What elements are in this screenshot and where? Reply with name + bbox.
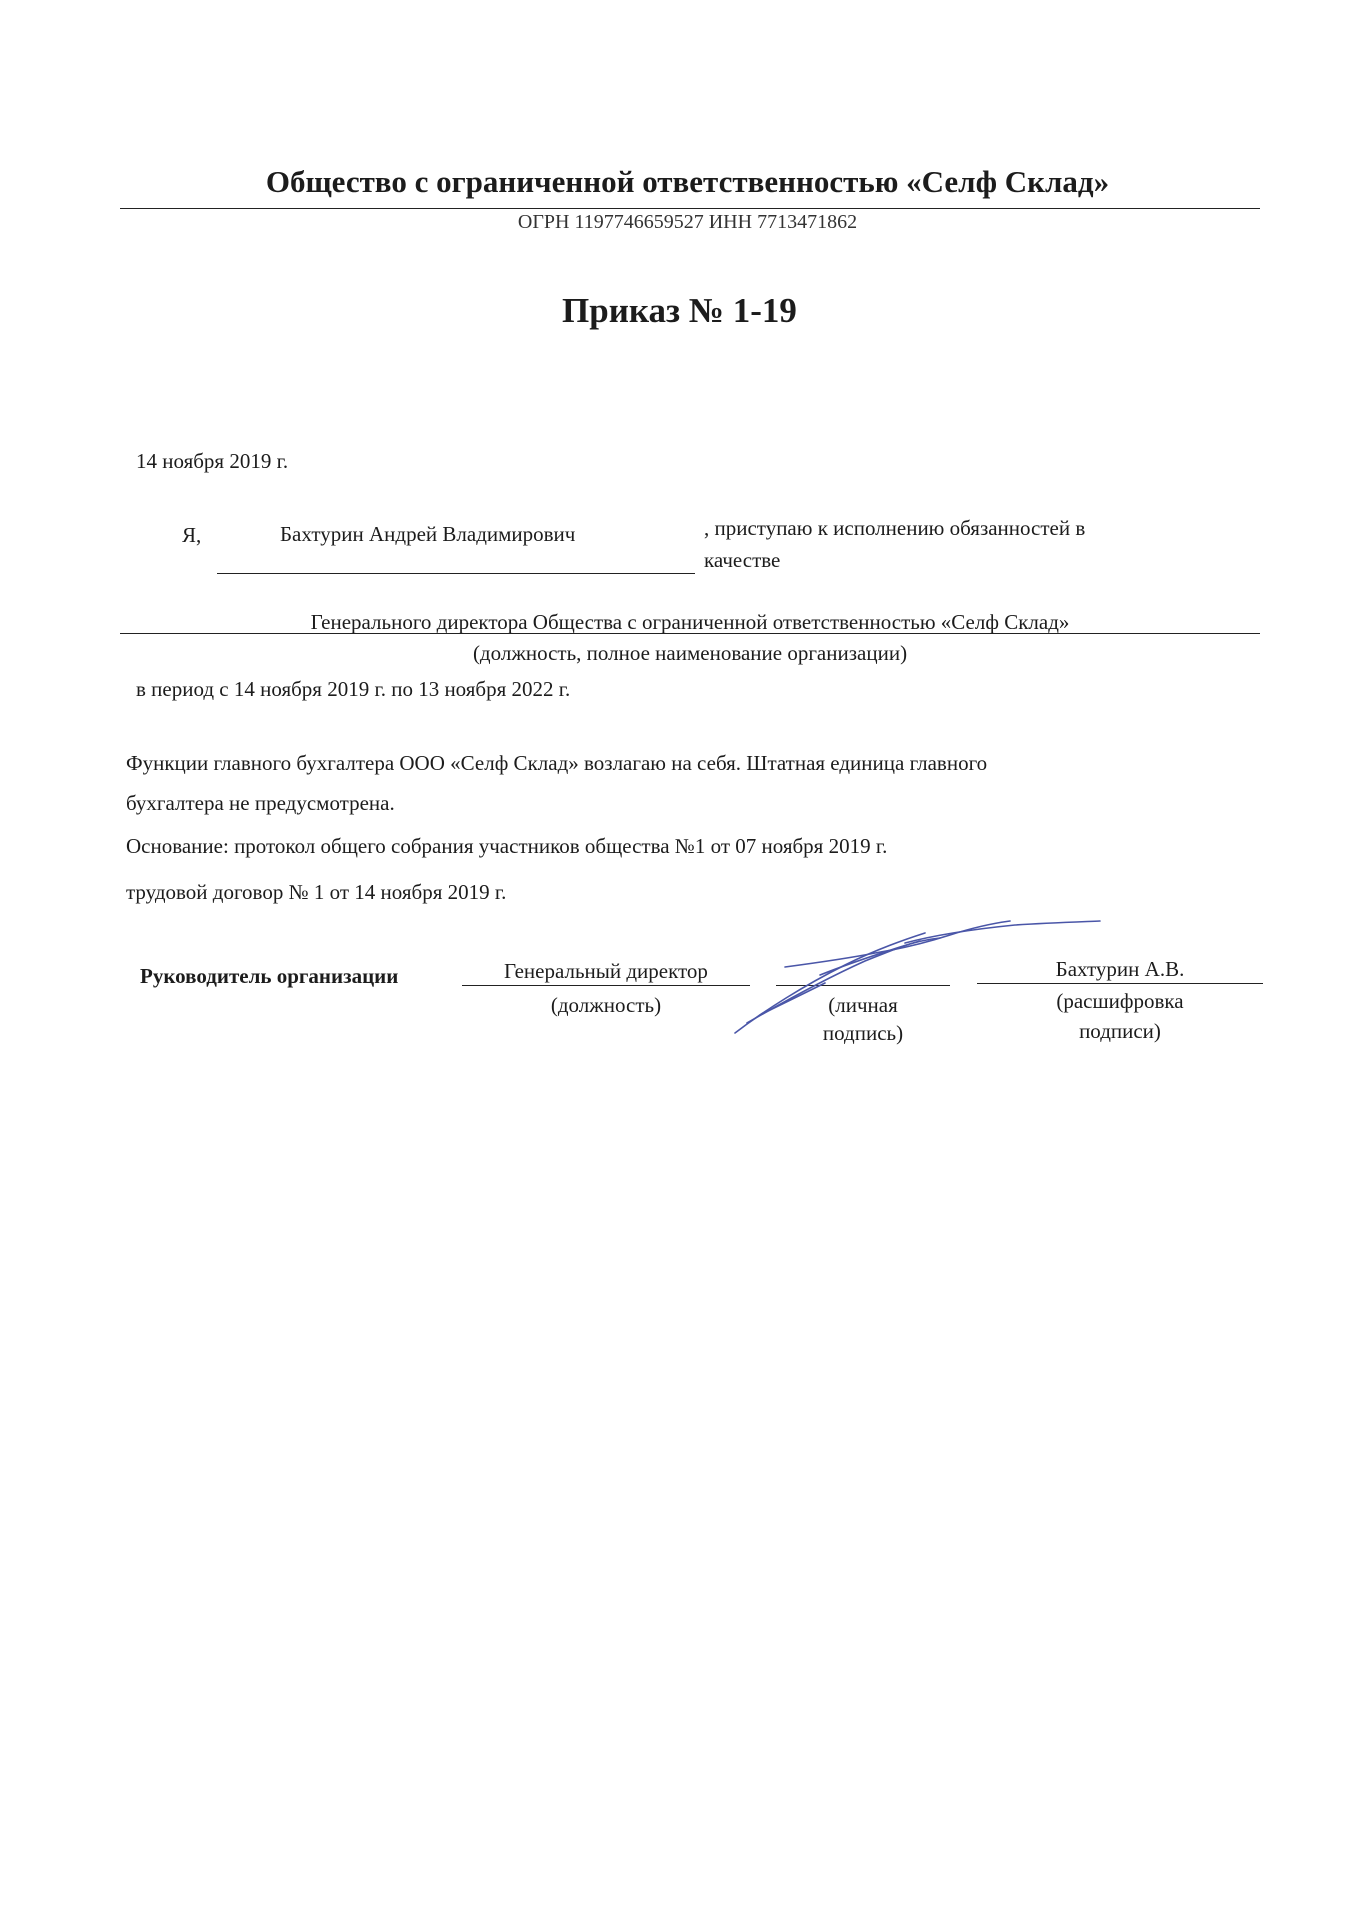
functions-line-2: бухгалтера не предусмотрена. [126, 791, 395, 815]
position-underline [120, 633, 1260, 634]
registration-numbers: ОГРН 1197746659527 ИНН 7713471862 [517, 211, 858, 233]
functions-line-1: Функции главного бухгалтера ООО «Селф Склад» возлагаю на себя. Штатная единица главного [126, 751, 988, 775]
handwritten-signature [725, 905, 1105, 1045]
signer-position: Генеральный директор [504, 959, 708, 983]
pronoun-text: Я, [182, 523, 202, 547]
organization-title: Общество с ограниченной ответственностью «Селф Склад» [265, 164, 1110, 199]
signer-position-caption: (должность) [550, 993, 662, 1017]
statement-line-2: качестве [704, 548, 781, 572]
order-date: 14 ноября 2019 г. [136, 449, 289, 473]
signature-caption-line-1: (личная [828, 993, 898, 1017]
period-text: в период с 14 ноября 2019 г. по 13 ноября 2022 г. [136, 677, 571, 701]
basis-text: Основание: протокол общего собрания участников общества №1 от 07 ноября 2019 г. [126, 834, 888, 858]
statement-line-1: , приступаю к исполнению обязанностей в [704, 516, 1086, 540]
signature-label: Руководитель организации [140, 964, 399, 988]
signer-name-caption-line-2: подписи) [1079, 1019, 1161, 1043]
position-caption: (должность, полное наименование организации) [472, 641, 908, 665]
order-title: Приказ № 1-19 [562, 291, 797, 330]
signer-name: Бахтурин А.В. [1055, 957, 1185, 981]
header-rule [120, 208, 1260, 209]
position-full: Генерального директора Общества с ограниченной ответственностью «Селф Склад» [310, 610, 1070, 634]
signer-position-underline [462, 985, 750, 986]
signature-caption-line-2: подпись) [822, 1021, 904, 1045]
signer-name-caption-line-1: (расшифровка [1056, 989, 1184, 1013]
person-name: Бахтурин Андрей Владимирович [280, 522, 576, 546]
contract-text: трудовой договор № 1 от 14 ноября 2019 г. [126, 880, 507, 904]
person-name-underline [217, 573, 695, 574]
